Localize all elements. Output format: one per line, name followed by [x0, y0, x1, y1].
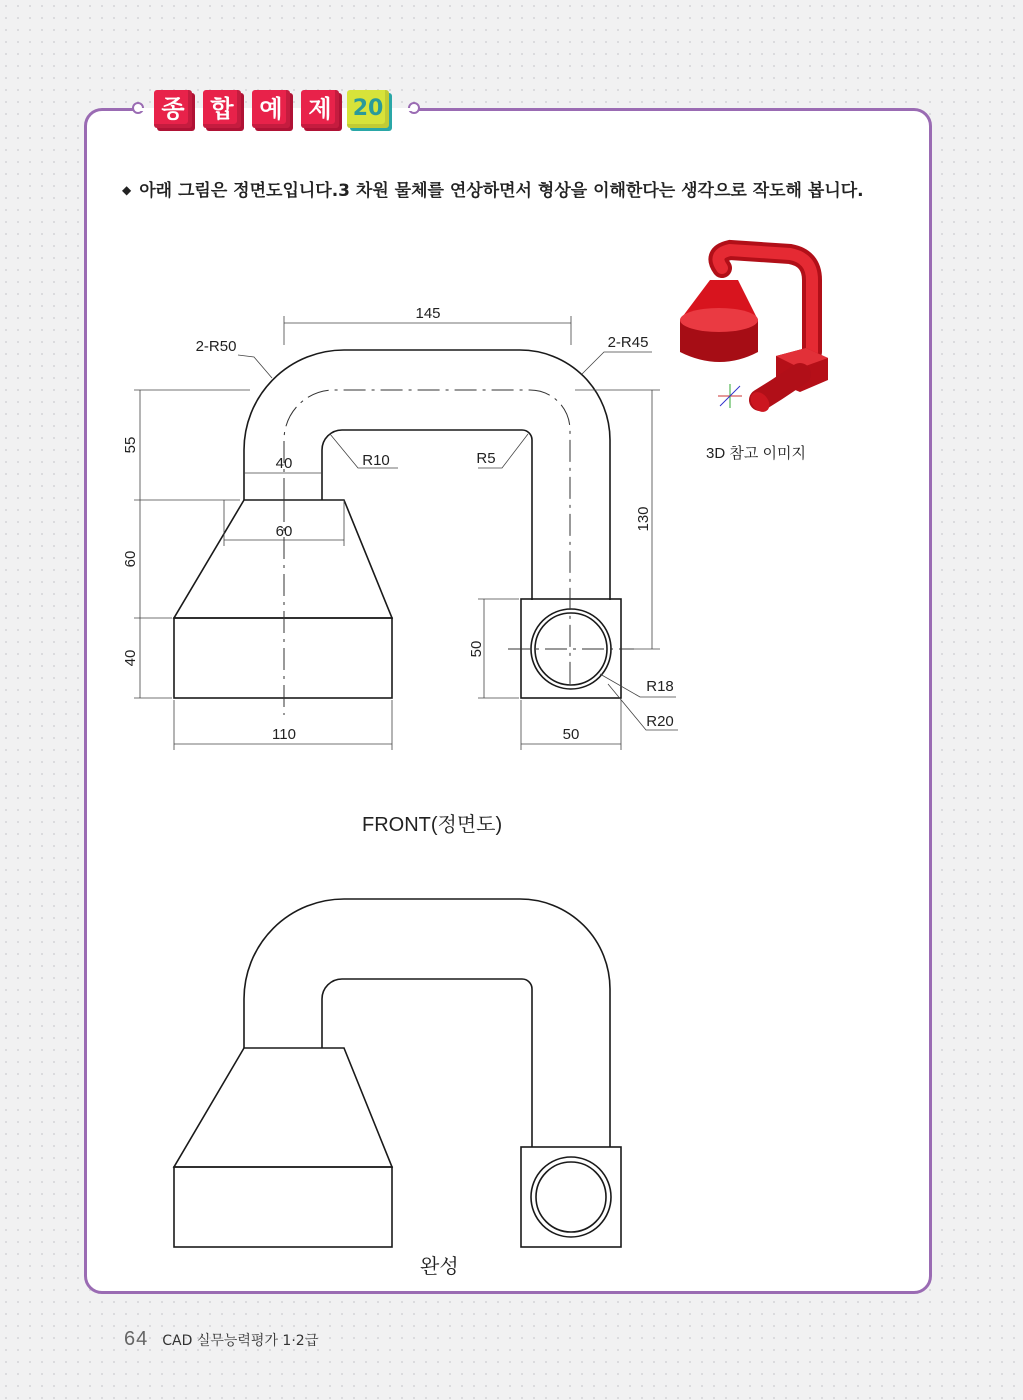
- page-footer: [124, 1328, 318, 1351]
- dim-60-vertical: 60: [122, 550, 139, 568]
- completed-cone: [174, 1048, 392, 1167]
- cone-outline: [174, 500, 392, 618]
- page-number: 64: [124, 1328, 149, 1350]
- front-view: [174, 350, 621, 698]
- center-lines: [284, 390, 634, 715]
- dim-r10: R10: [362, 452, 390, 469]
- title-number: 20: [347, 90, 389, 128]
- base-box: [174, 618, 392, 698]
- dim-2-r50: 2-R50: [195, 338, 237, 355]
- book-title: CAD 실무능력평가 1·2급: [162, 1333, 319, 1349]
- dim-130: 130: [635, 506, 652, 532]
- dim-50-horizontal: 50: [562, 726, 580, 743]
- dim-r18: R18: [646, 678, 674, 695]
- dim-40-vertical: 40: [122, 649, 139, 667]
- title-char-2: 합: [203, 90, 241, 128]
- title-char-4: 제: [301, 90, 339, 128]
- completed-circle-outer: [531, 1157, 611, 1237]
- dim-110: 110: [272, 726, 296, 743]
- dimension-text: [122, 305, 674, 743]
- ref3d-caption: 3D 참고 이미지: [706, 445, 806, 462]
- front-view-caption: FRONT(정면도): [362, 814, 503, 836]
- dim-40-top: 40: [275, 455, 293, 472]
- pipe-outer-outline: [244, 350, 610, 600]
- completed-pipe-outer: [244, 899, 610, 1147]
- leader-2r45: [582, 352, 652, 374]
- completed-caption: 완성: [420, 1256, 459, 1278]
- dim-r20: R20: [646, 713, 674, 730]
- title-char-3: 예: [252, 90, 290, 128]
- dim-r5: R5: [476, 450, 496, 467]
- instruction-label: 아래 그림은 정면도입니다.3 차원 물체를 연상하면서 형상을 이해한다는 생각으로 작도해 봅니다.: [139, 181, 864, 201]
- leader-2r50: [238, 355, 272, 378]
- dim-55: 55: [122, 436, 139, 454]
- diamond-bullet-icon: ◆: [122, 183, 132, 197]
- dim-2-r45: 2-R45: [607, 334, 649, 351]
- pipe-inner-outline: [322, 430, 532, 600]
- dim-145: 145: [415, 305, 441, 322]
- title-char-1: 종: [154, 90, 192, 128]
- completed-circle-inner: [536, 1162, 606, 1232]
- completed-pipe-inner: [322, 979, 532, 1147]
- completed-view: [174, 899, 621, 1247]
- dim-50-vertical: 50: [468, 640, 485, 658]
- model-3d-reference: [680, 250, 828, 416]
- dimension-lines: [134, 316, 678, 750]
- completed-base-box: [174, 1167, 392, 1247]
- dim-60-horizontal: 60: [275, 523, 293, 540]
